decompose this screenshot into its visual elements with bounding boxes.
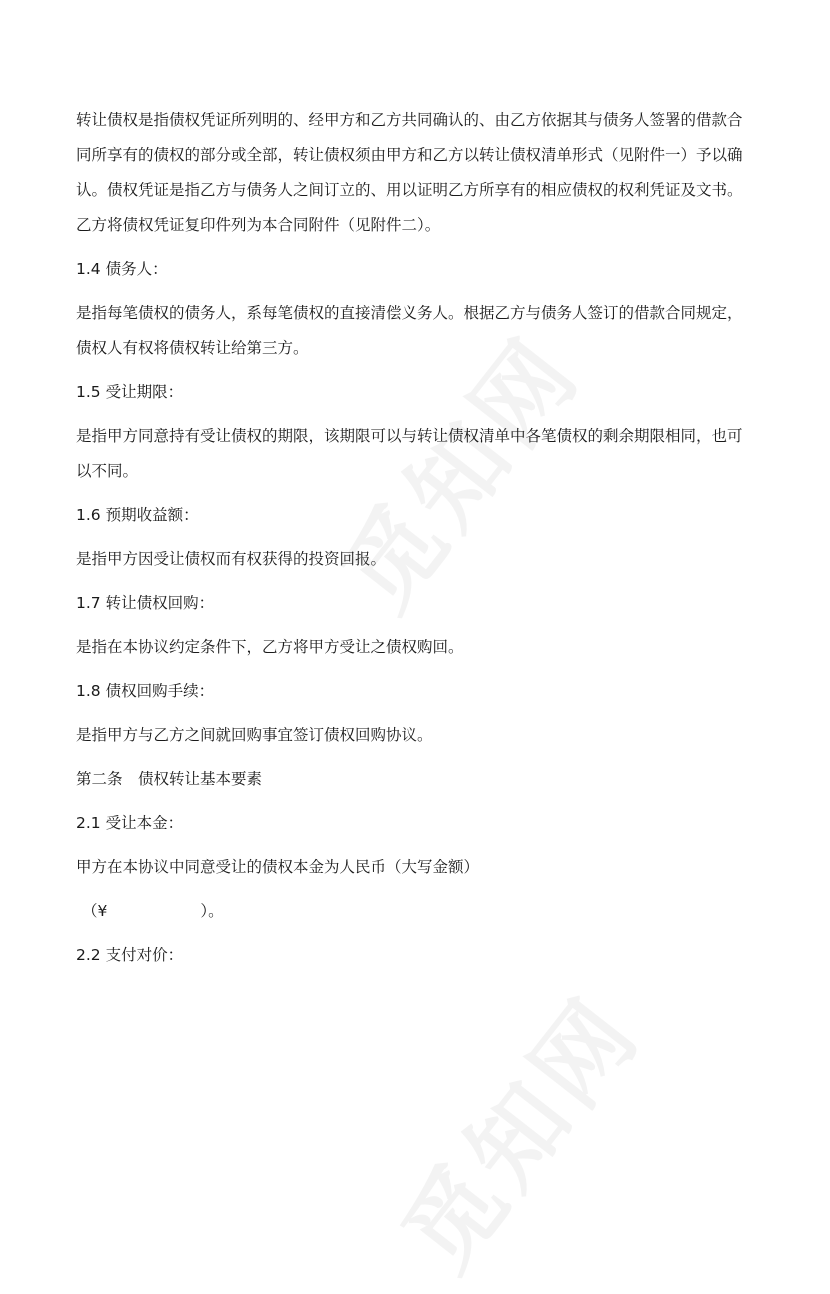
paragraph-repurchase-procedure-definition: 是指甲方与乙方之间就回购事宜签订债权回购协议。 bbox=[76, 726, 433, 744]
heading-2-2-consideration: 2.2 支付对价： bbox=[76, 946, 184, 964]
heading-1-7-repurchase: 1.7 转让债权回购： bbox=[76, 594, 215, 612]
paragraph-debtor-definition: 是指每笔债权的债务人，系每笔债权的直接清偿义务人。根据乙方与债务人签订的借款合同规定，债权人有权将债权转让给第三方。 bbox=[76, 304, 743, 357]
heading-2-1-principal: 2.1 受让本金： bbox=[76, 814, 184, 832]
paragraph-transfer-period-definition: 是指甲方同意持有受让债权的期限，该期限可以与转让债权清单中各笔债权的剩余期限相同，也可以不同。 bbox=[76, 427, 743, 480]
heading-article-2: 第二条 债权转让基本要素 bbox=[76, 770, 263, 788]
watermark-bottom bbox=[366, 963, 666, 1293]
heading-1-6-expected-return: 1.6 预期收益额： bbox=[76, 506, 199, 524]
paragraph-repurchase-definition: 是指在本协议约定条件下，乙方将甲方受让之债权购回。 bbox=[76, 638, 464, 656]
heading-1-8-repurchase-procedure: 1.8 债权回购手续： bbox=[76, 682, 215, 700]
heading-1-5-transfer-period: 1.5 受让期限： bbox=[76, 383, 184, 401]
paragraph-principal-yuan-blank: （¥ ）。 bbox=[82, 902, 224, 920]
heading-1-4-debtor: 1.4 债务人： bbox=[76, 260, 168, 278]
document-body bbox=[76, 103, 756, 982]
paragraph-expected-return-definition: 是指甲方因受让债权而有权获得的投资回报。 bbox=[76, 550, 387, 568]
paragraph-transfer-claims-definition: 转让债权是指债权凭证所列明的、经甲方和乙方共同确认的、由乙方依据其与债务人签署的借款合同所享有的债权的部分或全部，转让债权须由甲方和乙方以转让债权清单形式（见附件一）予以确认。债权凭证是指乙方与债务人之间订立的、用以证明乙方所享有的相应债权的权利凭证及文书。乙方将债权凭证复印件列为本合同附件（见附件二）。 bbox=[76, 111, 743, 234]
paragraph-principal-amount: 甲方在本协议中同意受让的债权本金为人民币（大写金额） bbox=[76, 858, 480, 876]
